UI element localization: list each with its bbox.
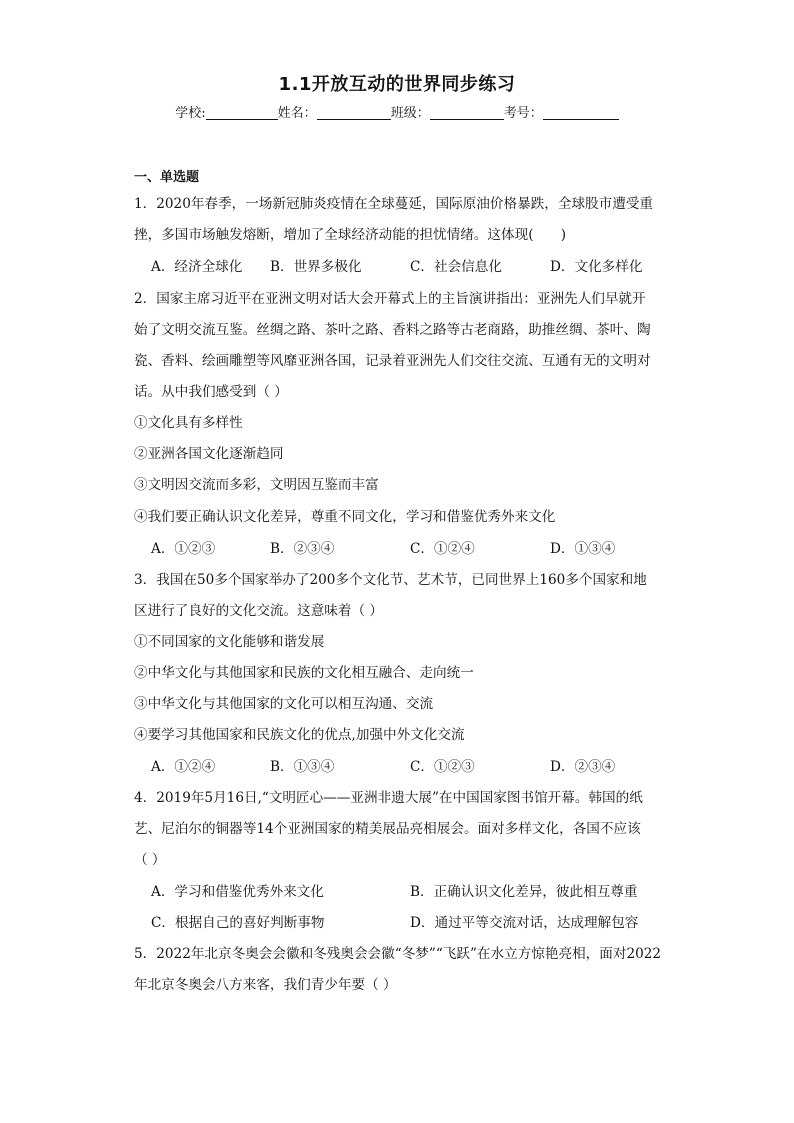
question-1-line-1: 1．2020年春季，一场新冠肺炎疫情在全球蔓延，国际原油价格暴跌，全球股市遭受重: [134, 196, 654, 212]
question-4-option-d[interactable]: D．通过平等交流对话，达成理解包容: [410, 915, 639, 931]
question-2-option-b[interactable]: B．②③④: [270, 541, 335, 557]
question-2-statement-1: ①文化具有多样性: [134, 415, 243, 431]
question-1-option-b[interactable]: B．世界多极化: [270, 259, 362, 275]
question-4-option-a[interactable]: A．学习和借鉴优秀外来文化: [151, 884, 324, 900]
name-blank[interactable]: [317, 105, 391, 120]
question-3-statement-1: ①不同国家的文化能够和谐发展: [134, 634, 325, 650]
question-3-option-b[interactable]: B．①③④: [270, 759, 335, 775]
question-1-option-c[interactable]: C．社会信息化: [410, 259, 502, 275]
class-label: 班级：: [390, 106, 430, 121]
question-3-option-d[interactable]: D．②③④: [550, 759, 616, 775]
question-5-line-2: 年北京冬奥会八方来客，我们青少年要（ ）: [134, 977, 397, 993]
question-1-line-2: 挫，多国市场触发熔断，增加了全球经济动能的担忧情绪。这体现( ): [134, 227, 567, 243]
question-4-option-c[interactable]: C．根据自己的喜好判断事物: [151, 915, 325, 931]
question-2-option-d[interactable]: D．①③④: [550, 541, 616, 557]
question-2-line-1: 2．国家主席习近平在亚洲文明对话大会开幕式上的主旨演讲指出：亚洲先人们早就开: [134, 291, 646, 307]
question-2-statement-3: ③文明因交流而多彩，文明因互鉴而丰富: [134, 477, 379, 493]
question-4-option-b[interactable]: B．正确认识文化差异，彼此相互尊重: [410, 884, 638, 900]
question-4-line-2: 艺、尼泊尔的铜器等14个亚洲国家的精美展品亮相展会。面对多样文化，各国不应该: [134, 821, 641, 837]
exam-number-label: 考号：: [503, 106, 543, 121]
question-5-line-1: 5．2022年北京冬奥会会徽和冬残奥会会徽“冬梦”“飞跃”在水立方惊艳亮相，面对2022: [134, 946, 662, 962]
question-2-option-a[interactable]: A．①②③: [151, 541, 216, 557]
question-1-option-d[interactable]: D．文化多样化: [550, 259, 643, 275]
question-4-line-3: （ ）: [134, 852, 166, 868]
page-title: 1.1开放互动的世界同步练习: [278, 74, 516, 95]
question-2-option-c[interactable]: C．①②④: [410, 541, 475, 557]
exam-number-blank[interactable]: [543, 105, 619, 120]
question-3-statement-4: ④要学习其他国家和民族文化的优点,加强中外文化交流: [134, 727, 465, 743]
question-2-statement-4: ④我们要正确认识文化差异，尊重不同文化，学习和借鉴优秀外来文化: [134, 509, 556, 525]
question-3-statement-2: ②中华文化与其他国家和民族的文化相互融合、走向统一: [134, 665, 474, 681]
name-label: 姓名：: [277, 106, 317, 121]
question-2-statement-2: ②亚洲各国文化逐渐趋同: [134, 446, 284, 462]
question-4-line-1: 4．2019年5月16日,“文明匠心——亚洲非遗大展”在中国国家图书馆开幕。韩国的纸: [134, 790, 643, 806]
section-title: 一、单选题: [134, 170, 200, 185]
question-3-option-a[interactable]: A．①②④: [151, 759, 216, 775]
question-2-line-3: 瓷、香料、绘画雕塑等风靡亚洲各国，记录着亚洲先人们交往交流、互通有无的文明对: [134, 353, 651, 369]
question-3-option-c[interactable]: C．①②③: [410, 759, 475, 775]
question-3-line-1: 3．我国在50多个国家举办了200多个文化节、艺术节，已同世界上160多个国家和地: [134, 572, 647, 588]
question-3-line-2: 区进行了良好的文化交流。这意味着（ ）: [134, 603, 384, 619]
class-blank[interactable]: [430, 105, 504, 120]
question-2-line-2: 始了文明交流互鉴。丝绸之路、茶叶之路、香料之路等古老商路，助推丝绸、茶叶、陶: [134, 322, 651, 338]
school-blank[interactable]: [206, 105, 278, 120]
question-2-line-4: 话。从中我们感受到（ ）: [134, 384, 288, 400]
question-1-option-a[interactable]: A．经济全球化: [151, 259, 243, 275]
school-label: 学校:: [175, 106, 206, 121]
student-info-line: [0, 102, 794, 121]
question-3-statement-3: ③中华文化与其他国家的文化可以相互沟通、交流: [134, 696, 434, 712]
